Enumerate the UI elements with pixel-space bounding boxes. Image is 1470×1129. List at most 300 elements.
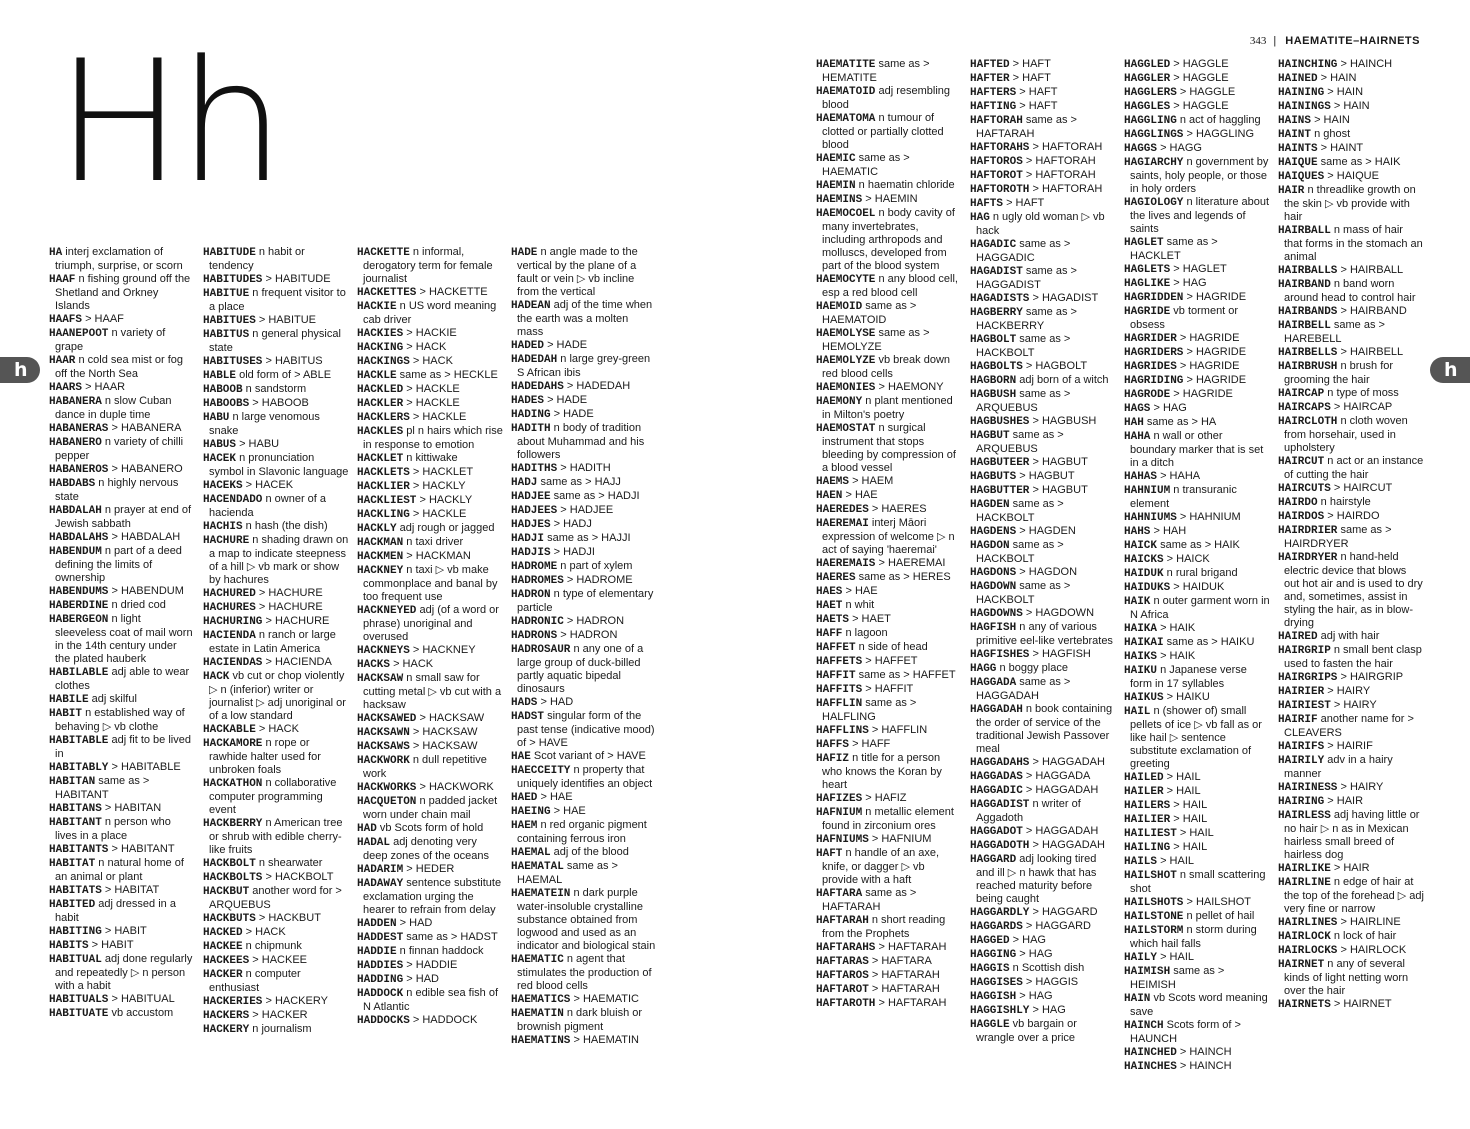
headword: HAEREMAIS — [816, 558, 876, 570]
headword: HABIT — [49, 708, 83, 720]
definition: n owner of a hacienda — [209, 493, 327, 519]
headword: HAFIZES — [816, 793, 863, 805]
headword: HADDEST — [357, 932, 404, 944]
headword: HAAFS — [49, 314, 83, 326]
definition: n shearwater — [255, 857, 323, 869]
definition: > HAIRBELL — [1337, 346, 1404, 358]
definition: > HACK — [242, 926, 286, 938]
definition: same as > HAFTARAH — [976, 114, 1077, 140]
dictionary-entry — [357, 917, 503, 931]
dictionary-entry — [816, 627, 962, 641]
headword: HACHIS — [203, 521, 243, 533]
headword: HAHS — [1124, 526, 1151, 538]
definition: > HAINT — [1317, 142, 1364, 154]
headword: HABANERA — [49, 396, 102, 408]
dictionary-entry — [357, 726, 503, 740]
headword: HACHURING — [203, 616, 263, 628]
definition: n tumour of clotted or partially clotted blood — [822, 112, 944, 151]
definition: same as > HAFTARAH — [822, 887, 917, 913]
dictionary-entry — [1278, 524, 1424, 551]
definition: > HAIRGRIP — [1337, 671, 1404, 683]
definition: interj exclamation of triumph, surprise, or scorn — [55, 246, 183, 272]
definition: > HAEMIN — [862, 193, 918, 205]
definition: > HABITAN — [101, 802, 162, 814]
definition: > HAGLET — [1170, 263, 1227, 275]
definition: > HAGG — [1157, 142, 1202, 154]
headword: HADS — [511, 697, 538, 709]
dictionary-entry — [816, 792, 962, 806]
definition: > HAINCH — [1176, 1060, 1232, 1072]
definition: same as > HAIK — [1157, 539, 1240, 551]
dictionary-entry — [970, 388, 1116, 415]
dictionary-entry — [203, 369, 349, 383]
dictionary-column-5 — [816, 58, 962, 1011]
definition: n variety of chilli pepper — [55, 436, 184, 462]
dictionary-entry — [1124, 813, 1270, 827]
headword: HAIRIER — [1278, 686, 1325, 698]
definition: n ugly old woman ▷ vb hack — [976, 211, 1105, 237]
headword: HAFTARAHS — [816, 942, 876, 954]
definition: > HADRON — [563, 615, 625, 627]
headword: HAIRLINE — [1278, 877, 1331, 889]
headword: HAGRODE — [1124, 389, 1171, 401]
dictionary-entry — [1278, 360, 1424, 387]
definition: > HABIT — [88, 939, 134, 951]
dictionary-entry — [816, 914, 962, 941]
headword: HAHNIUMS — [1124, 512, 1177, 524]
definition: same as > HAFFET — [855, 669, 956, 681]
definition: n transuranic element — [1130, 484, 1237, 510]
headword: HABITANTS — [49, 844, 109, 856]
headword: HAGADIST — [970, 266, 1023, 278]
headword: HADEAN — [511, 300, 551, 312]
dictionary-entry — [357, 480, 503, 494]
definition: > HADE — [544, 394, 588, 406]
dictionary-entry — [970, 1018, 1116, 1045]
dictionary-entry — [1124, 511, 1270, 525]
dictionary-entry — [203, 246, 349, 273]
headword: HAGADIC — [970, 239, 1017, 251]
definition: n band worn around head to control hair — [1284, 278, 1416, 304]
definition: > HACKMAN — [403, 550, 471, 562]
headword: HAIRCUT — [1278, 456, 1325, 468]
dictionary-entry — [49, 599, 195, 613]
dictionary-entry — [511, 504, 657, 518]
headword: HAGGED — [970, 935, 1010, 947]
headword: HAEMAL — [511, 847, 551, 859]
headword: HABITUES — [203, 315, 256, 327]
section-letter-heading: Hh — [56, 24, 281, 220]
headword: HAEMATEIN — [511, 888, 571, 900]
dictionary-entry — [511, 615, 657, 629]
definition: > HADRON — [557, 629, 618, 641]
dictionary-entry — [816, 655, 962, 669]
headword: HAIK — [1124, 596, 1151, 608]
definition: > HABITANT — [108, 843, 175, 855]
definition: > HAIRDO — [1324, 510, 1380, 522]
dictionary-entry — [816, 738, 962, 752]
definition: n literature about the lives and legends of saints — [1130, 196, 1270, 235]
dictionary-entry — [357, 945, 503, 959]
headword: HAEING — [511, 806, 551, 818]
headword: HACKAMORE — [203, 738, 263, 750]
definition: > HAGGIS — [1022, 976, 1079, 988]
dictionary-entry — [1124, 1060, 1270, 1074]
headword: HACKED — [203, 927, 243, 939]
headword: HAEMATAL — [511, 861, 564, 873]
dictionary-entry — [49, 477, 195, 504]
definition: n act or an instance of cutting the hair — [1284, 455, 1424, 481]
definition: > HAGGARD — [1022, 920, 1091, 932]
page-number: 343 — [1249, 35, 1267, 47]
dictionary-entry — [49, 707, 195, 734]
definition: adj rough or jagged — [396, 522, 495, 534]
dictionary-entry — [1278, 930, 1424, 944]
headword: HABITABLY — [49, 762, 109, 774]
dictionary-entry — [203, 438, 349, 452]
headword: HABANERO — [49, 437, 102, 449]
headword: HACKNEYS — [357, 645, 410, 657]
dictionary-entry — [970, 525, 1116, 539]
dictionary-entry — [203, 777, 349, 817]
dictionary-entry — [1124, 128, 1270, 142]
definition: n sandstorm — [242, 383, 307, 395]
headword: HAFFS — [816, 739, 850, 751]
dictionary-entry — [511, 588, 657, 615]
definition: n any of various primitive eel-like vertebrates — [976, 621, 1113, 647]
definition: n small saw for cutting metal ▷ vb cut with a hacksaw — [363, 672, 502, 711]
definition: n cold sea mist or fog off the North Sea — [55, 354, 184, 380]
dictionary-entry — [1124, 1046, 1270, 1060]
headword: HABITUAL — [49, 954, 102, 966]
headword: HAGGING — [970, 949, 1017, 961]
headword: HACKLES — [357, 426, 404, 438]
headword: HACHURES — [203, 602, 256, 614]
definition: vb Scots form of hold — [376, 822, 484, 834]
headword: HAICKS — [1124, 554, 1164, 566]
dictionary-entry — [1278, 58, 1424, 72]
definition: n type of elementary particle — [517, 588, 654, 614]
dictionary-entry — [816, 599, 962, 613]
definition: > HAGGLING — [1183, 128, 1255, 140]
dictionary-entry — [357, 522, 503, 536]
headword: HACKSAWS — [357, 741, 410, 753]
definition: n outer garment worn in N Africa — [1130, 595, 1270, 621]
headword: HAIRCAPS — [1278, 402, 1331, 414]
headword: HAGLIKE — [1124, 278, 1171, 290]
definition: same as > HERES — [855, 571, 951, 583]
definition: n any blood cell, esp a red blood cell — [822, 273, 958, 299]
headword: HAGRIDES — [1124, 361, 1177, 373]
definition: > HAGGADAH — [1022, 825, 1099, 837]
headword: HAIRBALL — [1278, 225, 1331, 237]
dictionary-entry — [970, 86, 1116, 100]
headword: HAARS — [49, 382, 83, 394]
dictionary-entry — [970, 770, 1116, 784]
definition: n small scattering shot — [1130, 869, 1266, 895]
definition: > HAGGLE — [1170, 72, 1229, 84]
headword: HAGDENS — [970, 526, 1017, 538]
definition: > HACK — [403, 341, 447, 353]
definition: > HAIQUE — [1324, 170, 1379, 182]
headword: HAIRDOS — [1278, 511, 1325, 523]
dictionary-entry — [357, 508, 503, 522]
definition: > HAIL — [1163, 771, 1201, 783]
definition: Scot variant of > HAVE — [530, 750, 646, 762]
definition: singular form of the past tense (indicative mood) of > HAVE — [517, 710, 655, 749]
headword: HACQUETON — [357, 796, 417, 808]
dictionary-entry — [203, 534, 349, 587]
dictionary-entry — [203, 871, 349, 885]
definition: > HAGDEN — [1016, 525, 1076, 537]
dictionary-entry — [970, 429, 1116, 456]
headword: HACKIE — [357, 301, 397, 313]
definition: > HAERES — [868, 503, 927, 515]
headword: HAETS — [816, 614, 850, 626]
headword: HAGGLE — [970, 1019, 1010, 1031]
definition: > HAE — [550, 805, 586, 817]
headword: HAGGLING — [1124, 115, 1177, 127]
headword: HAIKS — [1124, 651, 1158, 663]
dictionary-entry — [970, 607, 1116, 621]
dictionary-entry — [1124, 263, 1270, 277]
dictionary-entry — [1124, 910, 1270, 924]
headword: HACKSAWED — [357, 713, 417, 725]
definition: > HAD — [396, 917, 433, 929]
dictionary-entry — [203, 273, 349, 287]
dictionary-entry — [49, 843, 195, 857]
dictionary-entry — [816, 669, 962, 683]
headword: HAFTS — [970, 198, 1004, 210]
definition: n natural home of an animal or plant — [55, 857, 184, 883]
definition: same as > HACKBOLT — [976, 498, 1064, 524]
dictionary-entry — [1278, 944, 1424, 958]
dictionary-entry — [357, 550, 503, 564]
headword: HAGGARDS — [970, 921, 1023, 933]
dictionary-entry — [970, 906, 1116, 920]
dictionary-column-2 — [203, 246, 349, 1037]
headword: HAGGISES — [970, 977, 1023, 989]
definition: n part of xylem — [557, 560, 633, 572]
dictionary-entry — [1278, 401, 1424, 415]
definition: > HAFT — [1009, 72, 1051, 84]
dictionary-entry — [49, 775, 195, 802]
headword: HAEM — [511, 820, 538, 832]
definition: n person who lives in a place — [55, 816, 171, 842]
definition: > HACKIE — [403, 327, 457, 339]
headword: HAEMOID — [816, 301, 863, 313]
definition: > HAD — [537, 696, 574, 708]
definition: > HACHURE — [262, 615, 330, 627]
dictionary-entry — [970, 360, 1116, 374]
headword: HAGGADOT — [970, 826, 1023, 838]
definition: n handle of an axe, knife, or dagger ▷ vb provide with a haft — [822, 847, 940, 886]
definition: > HAGBUT — [1029, 456, 1088, 468]
headword: HAECCEITY — [511, 765, 571, 777]
dictionary-entry — [1278, 170, 1424, 184]
definition: > HAEMATIC — [570, 993, 639, 1005]
definition: > HABU — [236, 438, 280, 450]
headword: HAFNIUMS — [816, 834, 869, 846]
definition: same as > HAEMAL — [517, 860, 618, 886]
headword: HAANEPOOT — [49, 328, 109, 340]
headword: HAFTAROT — [816, 984, 869, 996]
headword: HACKLE — [357, 370, 397, 382]
definition: > HACK — [255, 723, 299, 735]
dictionary-entry — [1278, 455, 1424, 482]
dictionary-entry — [203, 885, 349, 912]
headword: HAILY — [1124, 952, 1158, 964]
definition: > HAIN — [1324, 86, 1364, 98]
dictionary-entry — [357, 452, 503, 466]
definition: > HADJI — [550, 546, 595, 558]
definition: > HACKLE — [409, 411, 467, 423]
headword: HAEMINS — [816, 194, 863, 206]
definition: > HAIK — [1157, 622, 1196, 634]
definition: another word for > ARQUEBUS — [209, 885, 342, 911]
dictionary-entry — [970, 839, 1116, 853]
definition: n large venomous snake — [209, 411, 320, 437]
definition: > HAIK — [1157, 650, 1196, 662]
dictionary-entry — [357, 466, 503, 480]
headword: HAE — [511, 751, 531, 763]
dictionary-entry — [1124, 567, 1270, 581]
definition: n (shower of) small pellets of ice ▷ vb fall as or like hail ▷ sentence substitute exclamation of greeting — [1130, 705, 1262, 770]
definition: > HAINCH — [1176, 1046, 1232, 1058]
headword: HAFIZ — [816, 753, 850, 765]
dictionary-entry — [357, 411, 503, 425]
headword: HAFT — [816, 848, 843, 860]
dictionary-entry — [1124, 114, 1270, 128]
definition: > HAIRY — [1324, 685, 1371, 697]
definition: > HABIT — [101, 925, 147, 937]
definition: > HACKLE — [403, 383, 460, 395]
headword: HAIQUE — [1278, 157, 1318, 169]
dictionary-entry — [49, 381, 195, 395]
definition: > HABANERA — [108, 422, 182, 434]
definition: adv in a hairy manner — [1284, 754, 1393, 780]
definition: n edge of hair at the top of the forehead ▷ adj very fine or narrow — [1284, 876, 1424, 915]
headword: HABITANS — [49, 803, 102, 815]
dictionary-entry — [970, 374, 1116, 388]
definition: adj denoting very deep zones of the oceans — [363, 836, 489, 862]
definition: n small bent clasp used to fasten the hair — [1284, 644, 1422, 670]
headword: HAGGADAHS — [970, 757, 1030, 769]
definition: n dried cod — [108, 599, 166, 611]
dictionary-entry — [49, 545, 195, 585]
dictionary-column-4 — [511, 246, 657, 1048]
definition: > HAIRCUT — [1330, 482, 1393, 494]
definition: > HAGGADA — [1022, 770, 1091, 782]
headword: HAGBUSH — [970, 389, 1017, 401]
definition: n cloth woven from horsehair, used in upholstery — [1284, 415, 1408, 454]
definition: > HAGGADAH — [1029, 756, 1105, 768]
definition: n haematin chloride — [855, 179, 955, 191]
definition: > HAILSHOT — [1183, 896, 1251, 908]
dictionary-entry — [1278, 387, 1424, 401]
dictionary-entry — [816, 641, 962, 655]
headword: HAININGS — [1278, 101, 1331, 113]
definition: vb Scots word meaning save — [1130, 992, 1268, 1018]
definition: > HAFF — [849, 738, 891, 750]
headword: HAGS — [1124, 403, 1151, 415]
dictionary-entry — [1124, 771, 1270, 785]
dictionary-entry — [511, 846, 657, 860]
definition: n habit or tendency — [209, 246, 305, 272]
headword: HAEMOLYZE — [816, 355, 876, 367]
headword: HAFTAROS — [816, 970, 869, 982]
headword: HADJI — [511, 533, 545, 545]
headword: HAGBUTS — [970, 471, 1017, 483]
headword: HAEMATIC — [511, 954, 564, 966]
dictionary-column-6 — [970, 58, 1116, 1045]
definition: same as > HACKBOLT — [976, 333, 1071, 359]
dictionary-entry — [511, 574, 657, 588]
definition: same as > HAREBELL — [1284, 319, 1385, 345]
definition: n dull repetitive work — [363, 754, 487, 780]
definition: > HAIN — [1317, 72, 1357, 84]
definition: vb break down red blood cells — [822, 354, 951, 380]
dictionary-entry — [1124, 100, 1270, 114]
dictionary-entry — [1278, 781, 1424, 795]
dictionary-entry — [816, 833, 962, 847]
headword: HADROSAUR — [511, 644, 571, 656]
headword: HAIRBELL — [1278, 320, 1331, 332]
dictionary-entry — [203, 857, 349, 871]
headword: HAFTARA — [816, 888, 863, 900]
definition: > HAFNIUM — [868, 833, 932, 845]
headword: HAGGLINGS — [1124, 129, 1184, 141]
headword: HAGIARCHY — [1124, 157, 1184, 169]
headword: HAILERS — [1124, 800, 1171, 812]
definition: > HAINCH — [1337, 58, 1393, 70]
headword: HAGRIDDEN — [1124, 292, 1184, 304]
definition: n variety of grape — [55, 327, 166, 353]
running-head — [1250, 35, 1420, 47]
headword: HAIRGRIP — [1278, 645, 1331, 657]
headword: HABITS — [49, 940, 89, 952]
dictionary-entry — [357, 369, 503, 383]
definition: n established way of behaving ▷ vb clothe — [55, 707, 185, 733]
dictionary-entry — [49, 816, 195, 843]
dictionary-entry — [816, 697, 962, 724]
dictionary-entry — [357, 300, 503, 327]
definition: > HAFTORAH — [1022, 155, 1096, 167]
headword: HAHAS — [1124, 471, 1158, 483]
dictionary-entry — [1124, 58, 1270, 72]
headword: HAGGADIST — [970, 799, 1030, 811]
headword: HADING — [511, 409, 551, 421]
headword: HAEMATOID — [816, 86, 876, 98]
dictionary-entry — [357, 494, 503, 508]
headword: HAEMATINS — [511, 1035, 571, 1047]
headword: HACKEES — [203, 955, 250, 967]
definition: same as > HACKBERRY — [976, 306, 1077, 332]
headword: HACHURED — [203, 588, 256, 600]
headword: HAIKUS — [1124, 692, 1164, 704]
dictionary-entry — [203, 520, 349, 534]
definition: > HAFFIT — [862, 683, 914, 695]
dictionary-entry — [357, 712, 503, 726]
definition: > HAFFET — [862, 655, 918, 667]
headword: HAINED — [1278, 73, 1318, 85]
headword: HAIMISH — [1124, 966, 1171, 978]
headword: HAGIOLOGY — [1124, 197, 1184, 209]
headword: HAGG — [970, 663, 997, 675]
definition: n angle made to the vertical by the plane of a fault or vein ▷ vb incline from the vertical — [517, 246, 638, 298]
definition: n journalism — [249, 1023, 312, 1035]
definition: > HAGRIDE — [1183, 291, 1247, 303]
